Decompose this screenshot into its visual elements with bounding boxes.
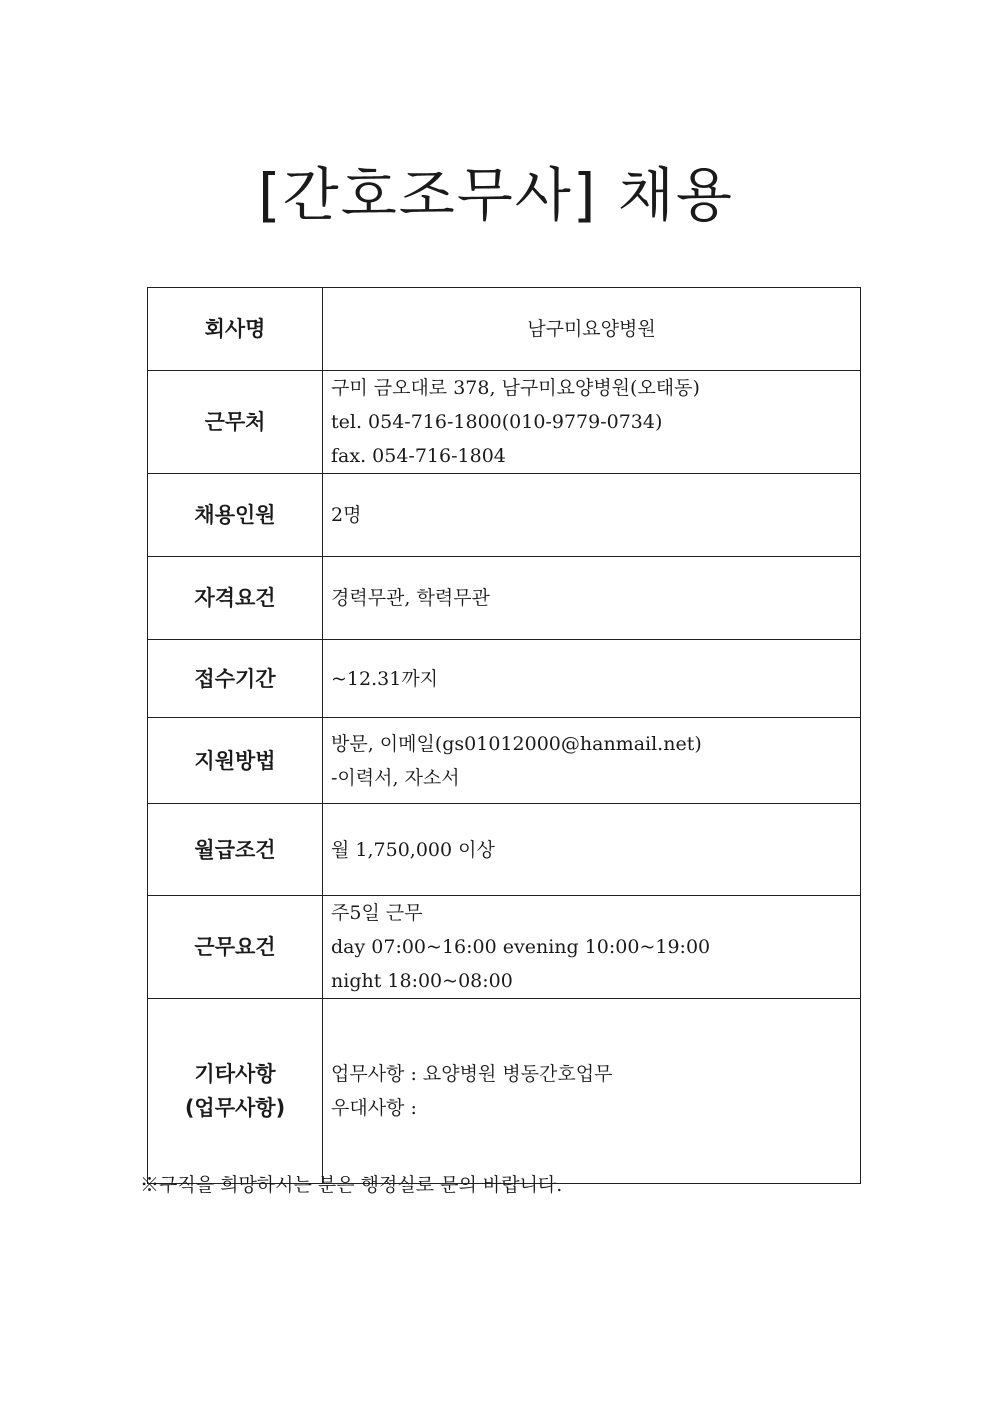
value-company: 남구미요양병원 — [527, 318, 656, 340]
value-period: ~12.31까지 — [331, 667, 439, 690]
row-value — [323, 999, 861, 1184]
label-other: 기타사항 — [194, 1062, 276, 1086]
row-label — [148, 557, 323, 640]
row-value — [323, 288, 861, 371]
table-row — [148, 896, 861, 999]
table-row — [148, 371, 861, 474]
value-preferences: 우대사항 : — [331, 1097, 417, 1119]
value-apply-method: 방문, 이메일(gs01012000@hanmail.net) — [331, 732, 702, 755]
footnote: ※구직을 희망하시는 분은 행정실로 문의 바랍니다. — [140, 1174, 563, 1196]
row-value — [323, 896, 861, 999]
label-apply-method: 지원방법 — [194, 748, 276, 773]
table-row — [148, 640, 861, 718]
label-qualification: 자격요건 — [194, 586, 276, 610]
row-label — [148, 371, 323, 474]
table-row — [148, 288, 861, 371]
label-duties: (업무사항) — [184, 1096, 286, 1120]
label-workplace: 근무처 — [204, 410, 266, 434]
row-label — [148, 896, 323, 999]
table-row — [148, 474, 861, 557]
row-value — [323, 474, 861, 557]
value-fax: fax. 054-716-1804 — [331, 445, 506, 467]
value-night-shift: night 18:00~08:00 — [331, 970, 513, 992]
value-work-days: 주5일 근무 — [331, 902, 423, 924]
row-value — [323, 718, 861, 804]
page-title: [간호조무사] 채용 — [258, 161, 734, 229]
value-day-evening-shift: day 07:00~16:00 evening 10:00~19:00 — [331, 936, 711, 958]
row-label — [148, 718, 323, 804]
value-duties: 업무사항 : 요양병원 병동간호업무 — [331, 1063, 613, 1085]
table-row — [148, 557, 861, 640]
value-qualification: 경력무관, 학력무관 — [331, 587, 490, 609]
value-documents: -이력서, 자소서 — [331, 766, 460, 789]
job-info-table — [147, 287, 861, 1184]
row-label — [148, 999, 323, 1184]
value-address: 구미 금오대로 378, 남구미요양병원(오태동) — [331, 377, 700, 399]
row-label — [148, 288, 323, 371]
row-value — [323, 557, 861, 640]
label-salary: 월급조건 — [194, 837, 276, 862]
row-label — [148, 804, 323, 896]
label-period: 접수기간 — [194, 666, 276, 691]
row-value — [323, 640, 861, 718]
value-salary: 월 1,750,000 이상 — [331, 838, 495, 861]
label-work-conditions: 근무요건 — [194, 935, 276, 959]
value-headcount: 2명 — [331, 504, 362, 526]
label-headcount: 채용인원 — [194, 503, 276, 527]
table-row — [148, 804, 861, 896]
table-row — [148, 999, 861, 1184]
row-value — [323, 371, 861, 474]
label-company: 회사명 — [204, 317, 266, 341]
row-label — [148, 640, 323, 718]
row-value — [323, 804, 861, 896]
value-tel: tel. 054-716-1800(010-9779-0734) — [331, 411, 663, 433]
table-row — [148, 718, 861, 804]
row-label — [148, 474, 323, 557]
